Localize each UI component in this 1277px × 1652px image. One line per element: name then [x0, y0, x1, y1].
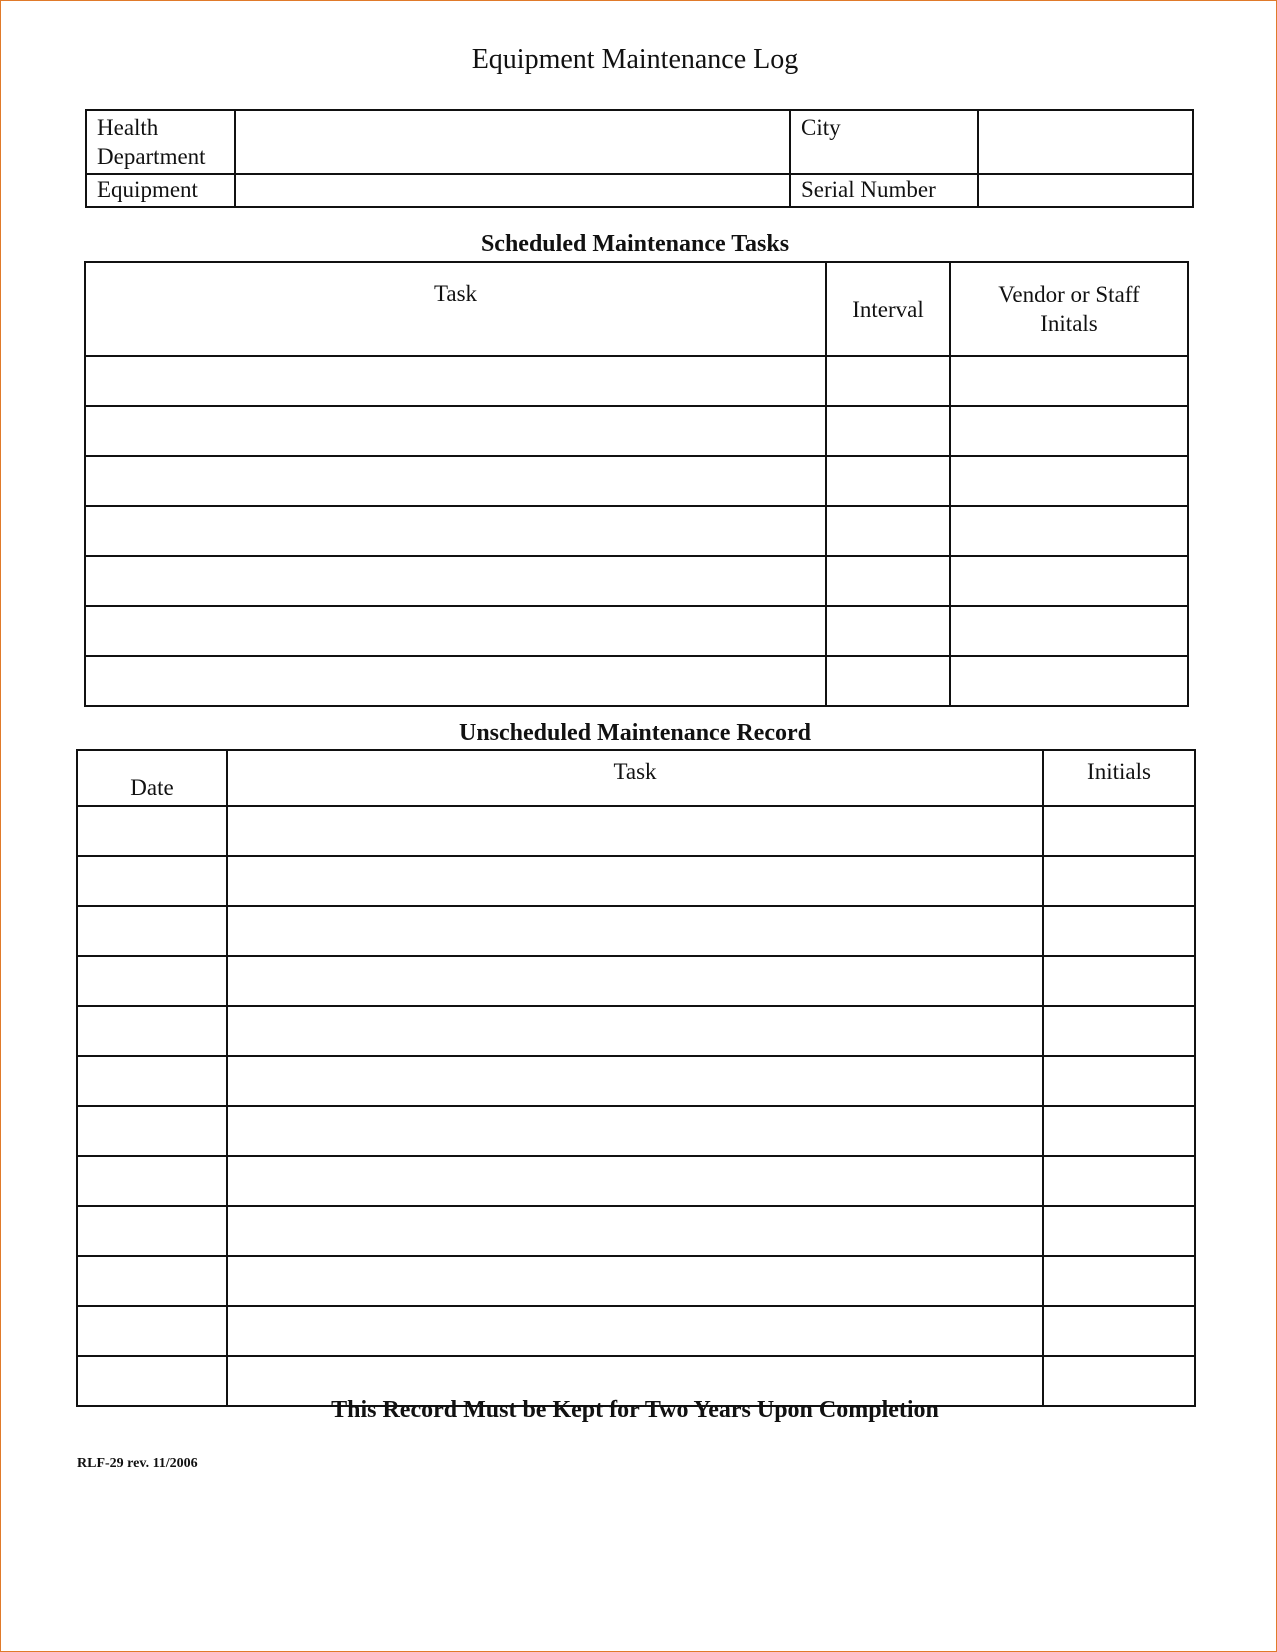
page-title: Equipment Maintenance Log — [471, 44, 799, 75]
initials-cell[interactable] — [950, 456, 1188, 506]
table-row — [77, 1206, 1195, 1256]
initials-cell[interactable] — [1043, 1106, 1195, 1156]
interval-cell[interactable] — [826, 556, 950, 606]
table-row — [77, 1006, 1195, 1056]
task-cell[interactable] — [85, 556, 826, 606]
equipment-field[interactable] — [235, 174, 790, 207]
table-row — [77, 1156, 1195, 1206]
task-cell[interactable] — [85, 506, 826, 556]
task-cell[interactable] — [227, 856, 1043, 906]
scheduled-task-header: Task — [85, 262, 826, 356]
unscheduled-initials-header: Initials — [1043, 750, 1195, 806]
scheduled-interval-header: Interval — [826, 262, 950, 356]
table-row — [77, 1256, 1195, 1306]
table-row — [77, 906, 1195, 956]
initials-cell[interactable] — [1043, 1206, 1195, 1256]
task-cell[interactable] — [85, 456, 826, 506]
serial-number-field[interactable] — [978, 174, 1193, 207]
table-row — [77, 956, 1195, 1006]
unscheduled-date-header: Date — [77, 750, 227, 806]
date-cell[interactable] — [77, 1006, 227, 1056]
date-cell[interactable] — [77, 1156, 227, 1206]
task-cell[interactable] — [227, 906, 1043, 956]
table-row — [77, 1056, 1195, 1106]
equipment-label: Equipment — [86, 174, 235, 207]
task-cell[interactable] — [85, 606, 826, 656]
date-cell[interactable] — [77, 906, 227, 956]
vendor-header-line2: Initals — [1040, 311, 1098, 336]
task-cell[interactable] — [85, 656, 826, 706]
interval-cell[interactable] — [826, 606, 950, 656]
initials-cell[interactable] — [1043, 806, 1195, 856]
initials-cell[interactable] — [950, 356, 1188, 406]
initials-cell[interactable] — [1043, 856, 1195, 906]
date-cell[interactable] — [77, 1306, 227, 1356]
table-row — [85, 506, 1188, 556]
date-cell[interactable] — [77, 1206, 227, 1256]
scheduled-section-title: Scheduled Maintenance Tasks — [480, 231, 790, 257]
serial-number-label: Serial Number — [790, 174, 978, 207]
task-cell[interactable] — [227, 1006, 1043, 1056]
interval-cell[interactable] — [826, 356, 950, 406]
initials-cell[interactable] — [950, 406, 1188, 456]
city-label: City — [790, 110, 978, 174]
initials-cell[interactable] — [1043, 956, 1195, 1006]
date-cell[interactable] — [77, 1056, 227, 1106]
table-row — [85, 656, 1188, 706]
unscheduled-record-table — [76, 749, 1196, 1407]
initials-cell[interactable] — [1043, 1156, 1195, 1206]
task-cell[interactable] — [227, 806, 1043, 856]
task-cell[interactable] — [227, 1306, 1043, 1356]
initials-cell[interactable] — [1043, 1056, 1195, 1106]
task-cell[interactable] — [227, 1156, 1043, 1206]
date-cell[interactable] — [77, 806, 227, 856]
table-row — [85, 456, 1188, 506]
table-row — [77, 856, 1195, 906]
initials-cell[interactable] — [950, 506, 1188, 556]
vendor-header-line1: Vendor or Staff — [998, 282, 1140, 307]
interval-cell[interactable] — [826, 656, 950, 706]
retention-notice: This Record Must be Kept for Two Years Upon Completion — [331, 1397, 939, 1423]
task-cell[interactable] — [227, 1206, 1043, 1256]
date-cell[interactable] — [77, 1106, 227, 1156]
table-row — [85, 556, 1188, 606]
table-row — [85, 406, 1188, 456]
initials-cell[interactable] — [1043, 1256, 1195, 1306]
initials-cell[interactable] — [950, 556, 1188, 606]
date-cell[interactable] — [77, 856, 227, 906]
initials-cell[interactable] — [1043, 1006, 1195, 1056]
task-cell[interactable] — [227, 1106, 1043, 1156]
task-cell[interactable] — [85, 356, 826, 406]
form-code: RLF-29 rev. 11/2006 — [77, 1456, 198, 1471]
health-department-label: Health Department — [86, 110, 235, 174]
initials-cell[interactable] — [950, 606, 1188, 656]
task-cell[interactable] — [227, 956, 1043, 1006]
scheduled-vendor-header — [950, 262, 1188, 356]
scheduled-tasks-table — [84, 261, 1189, 707]
interval-cell[interactable] — [826, 406, 950, 456]
task-cell[interactable] — [227, 1056, 1043, 1106]
date-cell[interactable] — [77, 956, 227, 1006]
header-info-table — [85, 109, 1194, 208]
table-row — [85, 356, 1188, 406]
interval-cell[interactable] — [826, 506, 950, 556]
initials-cell[interactable] — [1043, 906, 1195, 956]
initials-cell[interactable] — [950, 656, 1188, 706]
unscheduled-task-header: Task — [227, 750, 1043, 806]
health-department-field[interactable] — [235, 110, 790, 174]
table-row — [85, 606, 1188, 656]
table-row — [77, 1306, 1195, 1356]
initials-cell[interactable] — [1043, 1306, 1195, 1356]
table-row — [77, 1106, 1195, 1156]
table-row — [77, 806, 1195, 856]
task-cell[interactable] — [85, 406, 826, 456]
task-cell[interactable] — [227, 1256, 1043, 1306]
date-cell[interactable] — [77, 1256, 227, 1306]
city-field[interactable] — [978, 110, 1193, 174]
interval-cell[interactable] — [826, 456, 950, 506]
unscheduled-section-title: Unscheduled Maintenance Record — [459, 720, 811, 746]
